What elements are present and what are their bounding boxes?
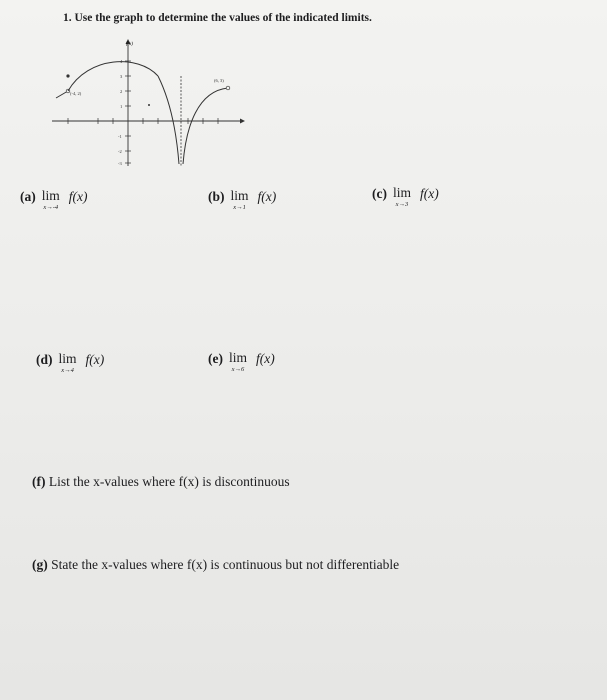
limit-c-label: (c) [372, 186, 387, 201]
lim-subscript: x→3 [395, 200, 409, 208]
limit-a-function: f(x) [68, 189, 88, 204]
lim-word: lim [58, 351, 77, 366]
filled-point [66, 74, 69, 77]
limit-c-operator [393, 186, 411, 208]
limit-d [36, 352, 104, 374]
curve-right-branch [183, 88, 228, 164]
limit-e-operator [229, 351, 247, 373]
open-point-right [226, 86, 230, 90]
x-axis-arrow [240, 119, 245, 124]
limit-e [208, 351, 275, 373]
lim-subscript: x→6 [231, 365, 245, 373]
y-tick-label: -1 [118, 134, 122, 139]
limit-b [208, 189, 276, 211]
limit-d-operator [59, 352, 77, 374]
y-tick-label: -3 [118, 161, 122, 166]
limit-a-operator [42, 189, 60, 211]
part-g-text: State the x-values where f(x) is continuous but not differentiable [51, 557, 400, 572]
lim-subscript: x→1 [233, 203, 246, 211]
y-axis-label: f(x) [126, 42, 133, 47]
part-g [32, 557, 399, 573]
part-f-label: (f) [32, 474, 46, 489]
limit-e-function: f(x) [256, 351, 275, 366]
y-tick-label: 1 [120, 104, 123, 109]
point-right-label: (6, 3) [214, 78, 224, 83]
lim-word: lim [392, 185, 411, 200]
limit-b-function: f(x) [257, 189, 277, 204]
part-f-text: List the x-values where f(x) is discontinuous [48, 474, 290, 489]
limit-c-function: f(x) [420, 186, 439, 201]
limit-a [20, 189, 88, 211]
limit-d-function: f(x) [85, 352, 105, 367]
limit-c [372, 186, 439, 208]
point-left-label: (-4, 2) [70, 91, 82, 96]
lim-subscript: x→-4 [43, 203, 59, 211]
limit-b-label: (b) [208, 189, 225, 204]
curve-cap [68, 62, 158, 91]
part-g-label: (g) [32, 557, 48, 572]
y-tick-label: 3 [120, 74, 123, 79]
lim-subscript: x→4 [61, 366, 74, 374]
curve-left-branch [158, 76, 179, 164]
part-f [32, 474, 290, 490]
y-tick-label: -2 [118, 149, 122, 154]
question-heading [63, 12, 372, 24]
lim-word: lim [230, 188, 249, 203]
question-number: 1. [63, 12, 72, 24]
lim-word: lim [41, 188, 60, 203]
function-graph [48, 36, 248, 176]
question-text: Use the graph to determine the values of the indicated limits. [74, 12, 372, 24]
limit-b-operator [231, 189, 249, 211]
limit-d-label: (d) [36, 352, 53, 367]
limit-e-label: (e) [208, 351, 223, 366]
limit-a-label: (a) [20, 189, 36, 204]
filled-point [148, 104, 150, 106]
y-tick-label: 2 [120, 89, 123, 94]
lim-word: lim [228, 350, 247, 365]
y-tick-label: 4 [120, 59, 123, 64]
